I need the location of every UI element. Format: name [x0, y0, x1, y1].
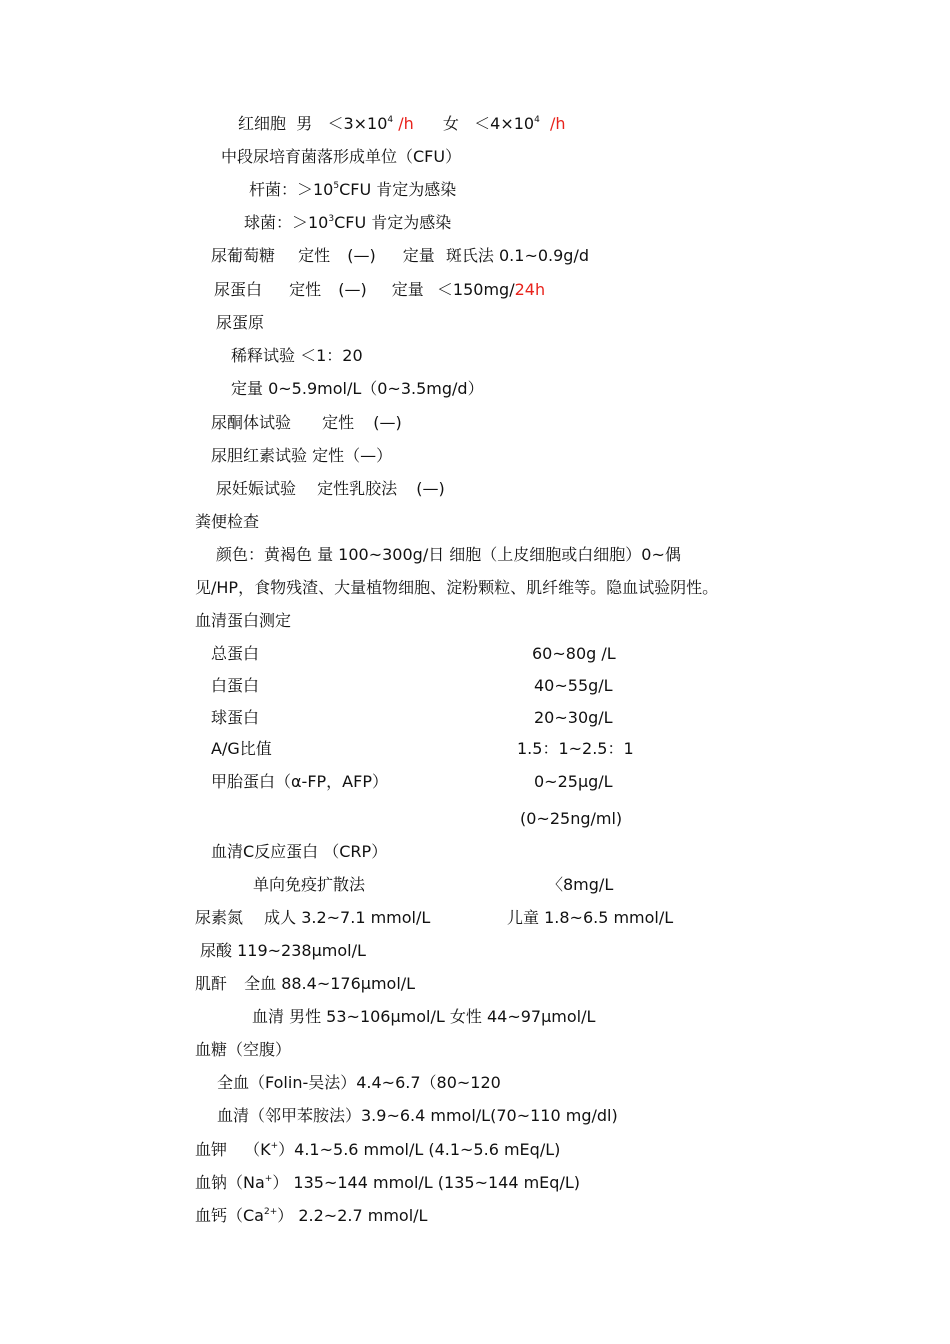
ketone-label: 尿酮体试验 [211, 413, 292, 432]
protein-qual-value: (—) [338, 280, 367, 299]
globulin-label: 球蛋白 [211, 708, 260, 727]
rbc-female-value: ＜4×10 [474, 114, 535, 133]
protein-quant-unit: 24h [514, 280, 546, 299]
ketone-qual-value: (—) [373, 413, 402, 432]
cocci-rest: CFU 肯定为感染 [334, 213, 452, 232]
urobilinogen-title: 尿蛋原 [216, 313, 265, 332]
sodium-charge: + [264, 1174, 273, 1184]
potassium-line [195, 1140, 560, 1160]
bun-label: 尿素氮 [195, 908, 244, 927]
potassium-values: ）4.1~5.6 mmol/L (4.1~5.6 mEq/L) [278, 1140, 561, 1159]
cocci-label: 球菌：＞10 [244, 213, 329, 232]
afp-label: 甲胎蛋白（α-FP，AFP） [211, 772, 388, 791]
albumin-label: 白蛋白 [211, 676, 260, 695]
glucose-qual-value: (—) [347, 246, 376, 265]
rbc-female-exp: 4 [534, 115, 540, 125]
rbc-male-exp: 4 [387, 115, 394, 125]
cocci-line [244, 213, 451, 233]
bun-line [195, 908, 430, 928]
stool-line-1: 颜色：黄褐色 量 100~300g/日 细胞（上皮细胞或白细胞）0~偶 [216, 545, 681, 564]
crp-value: 〈8mg/L [547, 875, 614, 894]
bacilli-rest: CFU 肯定为感染 [339, 180, 457, 199]
protein-label: 尿蛋白 [214, 280, 263, 299]
uric-acid: 尿酸 119~238μmol/L [200, 941, 366, 960]
rbc-label: 红细胞 [238, 114, 287, 133]
bilirubin-line: 尿胆红素试验 定性（—） [211, 446, 393, 465]
creatinine-whole: 全血 88.4~176μmol/L [244, 974, 416, 993]
ketone-qual-label: 定性 [322, 413, 355, 432]
glucose-whole: 全血（Folin-吴法）4.4~6.7（80~120 [217, 1073, 501, 1092]
urobilinogen-quant: 定量 0~5.9mol/L（0~3.5mg/d） [231, 379, 484, 398]
culture-title: 中段尿培育菌落形成单位（CFU） [221, 147, 462, 166]
rbc-female-unit: /h [550, 114, 566, 133]
afp-alt-value: (0~25ng/ml) [520, 809, 623, 828]
protein-quant-value: ＜150mg/ [436, 280, 515, 299]
ketone-line [211, 413, 402, 433]
creatinine-label: 肌酐 [195, 974, 228, 993]
cocci-exp: 3 [328, 214, 335, 224]
glucose-title: 血糖（空腹） [195, 1040, 292, 1059]
bacilli-line [249, 180, 456, 200]
dilution-test: 稀释试验 ＜1：20 [231, 346, 363, 365]
protein-qual-label: 定性 [289, 280, 322, 299]
calcium-charge: 2+ [263, 1207, 278, 1217]
creatinine-serum: 血清 男性 53~106μmol/L 女性 44~97μmol/L [252, 1007, 596, 1026]
crp-label: 血清C反应蛋白 （CRP） [211, 842, 388, 861]
sodium-line [195, 1173, 580, 1193]
stool-line-2: 见/HP，食物残渣、大量植物细胞、淀粉颗粒、肌纤维等。隐血试验阴性。 [195, 578, 719, 597]
afp-value: 0~25μg/L [534, 772, 613, 791]
potassium-charge: + [270, 1141, 279, 1151]
glucose-label: 尿葡萄糖 [211, 246, 276, 265]
ag-ratio-label: A/G比值 [211, 739, 272, 758]
calcium-label: 血钙（Ca [195, 1206, 264, 1225]
total-protein-value: 60~80g /L [532, 644, 616, 663]
stool-title: 粪便检查 [195, 512, 260, 531]
glucose-line [211, 246, 589, 266]
potassium-ion: （K [244, 1140, 271, 1159]
sodium-values: ） 135~144 mmol/L (135~144 mEq/L) [272, 1173, 580, 1192]
glucose-serum: 血清（邻甲苯胺法）3.9~6.4 mmol/L(70~110 mg/dl) [217, 1106, 618, 1125]
protein-quant-label: 定量 [391, 280, 424, 299]
rbc-male-unit: /h [398, 114, 414, 133]
calcium-values: ） 2.2~2.7 mmol/L [277, 1206, 428, 1225]
rbc-female-label: 女 [442, 114, 459, 133]
bun-child: 儿童 1.8~6.5 mmol/L [507, 908, 674, 927]
globulin-value: 20~30g/L [534, 708, 613, 727]
potassium-label: 血钾 [195, 1140, 228, 1159]
pregnancy-line [216, 479, 445, 499]
creatinine-line [195, 974, 415, 994]
rbc-male-value: ＜3×10 [327, 114, 388, 133]
pregnancy-value: (—) [416, 479, 445, 498]
glucose-quant-label: 定量 [402, 246, 435, 265]
total-protein-label: 总蛋白 [211, 644, 260, 663]
glucose-qual-label: 定性 [298, 246, 331, 265]
pregnancy-label: 尿妊娠试验 [216, 479, 297, 498]
protein-line [214, 280, 545, 300]
sodium-label: 血钠（Na [195, 1173, 265, 1192]
bacilli-label: 杆菌：＞10 [249, 180, 334, 199]
bacilli-exp: 5 [333, 181, 340, 191]
glucose-quant-value: 斑氏法 0.1~0.9g/d [445, 246, 589, 265]
bun-adult: 成人 3.2~7.1 mmol/L [264, 908, 431, 927]
serum-protein-title: 血清蛋白测定 [195, 611, 292, 630]
rbc-male-label: 男 [296, 114, 313, 133]
crp-method: 单向免疫扩散法 [253, 875, 366, 894]
albumin-value: 40~55g/L [534, 676, 613, 695]
calcium-line [195, 1206, 427, 1226]
rbc-line [238, 114, 566, 134]
pregnancy-method: 定性乳胶法 [317, 479, 398, 498]
ag-ratio-value: 1.5：1~2.5：1 [517, 739, 634, 758]
